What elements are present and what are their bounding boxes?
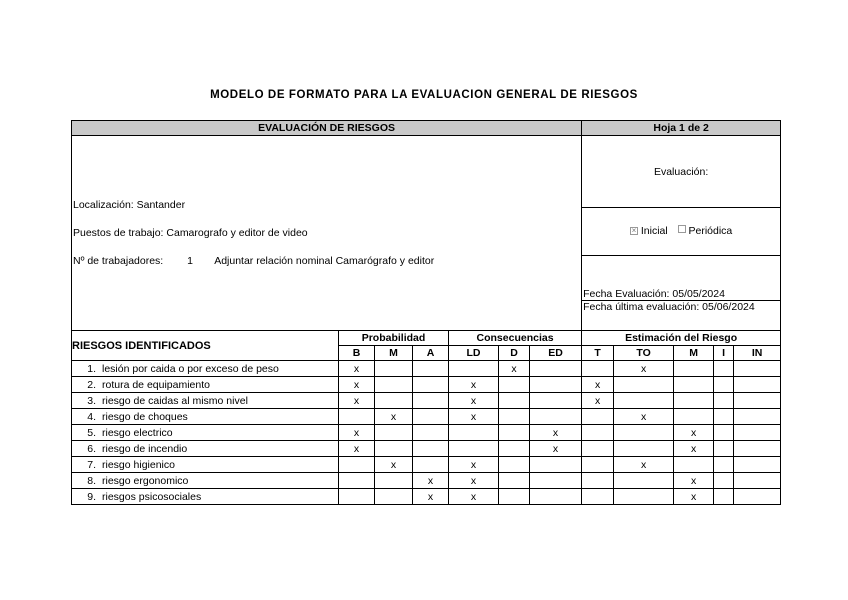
fecha-evaluacion: Fecha Evaluación: 05/05/2024 [582,255,781,300]
risk-name: riesgo higienico [102,458,175,471]
mark-cell [413,361,449,377]
table-row [72,361,781,377]
mark-cell [734,457,781,473]
sub-header-5: ED [530,346,582,361]
mark-cell [499,393,530,409]
mark-cell [375,473,413,489]
sub-header-0: B [339,346,375,361]
mark-cell [339,457,375,473]
trabajadores-label: Nº de trabajadores: [73,255,164,267]
mark-cell [339,473,375,489]
risk-name: riesgo electrico [102,426,173,439]
mark-cell [499,377,530,393]
risk-name: riesgo ergonomico [102,474,189,487]
mark-cell [674,377,714,393]
mark-cell: x [339,425,375,441]
sub-header-8: M [674,346,714,361]
mark-cell [734,441,781,457]
mark-cell [375,441,413,457]
page-label: Hoja 1 de 2 [582,121,781,136]
risk-name: rotura de equipamiento [102,378,210,391]
info-block [72,136,582,331]
risk-name-cell [72,377,339,393]
mark-cell [734,489,781,505]
periodica-checkbox[interactable] [678,225,686,233]
mark-cell [499,409,530,425]
puestos-text: Puestos de trabajo: Camarografo y editor de video [73,227,308,239]
mark-cell [714,377,734,393]
mark-cell [614,473,674,489]
sub-header-7: TO [614,346,674,361]
risk-name: riesgo de choques [102,410,188,423]
table-row [72,425,781,441]
mark-cell [714,457,734,473]
mark-cell [734,393,781,409]
mark-cell [734,425,781,441]
riesgos-header: RIESGOS IDENTIFICADOS [72,331,339,361]
mark-cell: x [449,377,499,393]
mark-cell [530,409,582,425]
sub-header-3: LD [449,346,499,361]
mark-cell [582,409,614,425]
mark-cell [413,457,449,473]
mark-cell [413,377,449,393]
mark-cell: x [449,457,499,473]
mark-cell: x [614,409,674,425]
mark-cell: x [674,441,714,457]
mark-cell: x [449,489,499,505]
risk-name-cell [72,361,339,377]
section-title: EVALUACIÓN DE RIESGOS [72,121,582,136]
mark-cell [530,473,582,489]
table-row [72,489,781,505]
mark-cell: x [339,393,375,409]
mark-cell [413,393,449,409]
risk-number: 1. [87,362,96,375]
mark-cell: x [614,361,674,377]
mark-cell [582,361,614,377]
mark-cell: x [375,457,413,473]
mark-cell [375,425,413,441]
risk-number: 2. [87,378,96,391]
mark-cell [734,361,781,377]
mark-cell [714,441,734,457]
mark-cell [582,425,614,441]
mark-cell [674,361,714,377]
mark-cell: x [339,361,375,377]
mark-cell: x [449,473,499,489]
mark-cell: x [339,377,375,393]
mark-cell [499,489,530,505]
risk-name: riesgos psicosociales [102,490,202,503]
trabajadores-count: 1 [187,255,193,267]
risk-number: 9. [87,490,96,503]
mark-cell [413,425,449,441]
risk-name-cell [72,441,339,457]
mark-cell [413,441,449,457]
sub-header-2: A [413,346,449,361]
sub-header-6: T [582,346,614,361]
sub-header-1: M [375,346,413,361]
mark-cell [614,377,674,393]
sub-header-9: I [714,346,734,361]
mark-cell [582,441,614,457]
sub-header-10: IN [734,346,781,361]
risk-number: 3. [87,394,96,407]
mark-cell [499,425,530,441]
evaluacion-label: Evaluación: [582,136,781,208]
mark-cell [714,393,734,409]
mark-cell [734,409,781,425]
mark-cell [375,489,413,505]
mark-cell [614,489,674,505]
localizacion-text: Localización: Santander [73,199,186,211]
table-row [72,393,781,409]
mark-cell [499,457,530,473]
mark-cell: x [674,473,714,489]
mark-cell [714,489,734,505]
table-row [72,377,781,393]
risk-number: 4. [87,410,96,423]
risk-name-cell [72,425,339,441]
mark-cell [714,409,734,425]
document-title: MODELO DE FORMATO PARA LA EVALUACION GENERAL DE RIESGOS [210,89,638,101]
mark-cell [674,457,714,473]
probabilidad-header: Probabilidad [339,331,449,346]
mark-cell: x [582,377,614,393]
mark-cell: x [449,393,499,409]
trabajadores-line [73,255,434,267]
mark-cell [449,441,499,457]
mark-cell [674,409,714,425]
mark-cell [449,425,499,441]
consecuencias-header: Consecuencias [449,331,582,346]
mark-cell [582,489,614,505]
mark-cell: x [339,441,375,457]
risk-number: 8. [87,474,96,487]
risk-name-cell [72,409,339,425]
periodica-label: Periódica [688,225,733,238]
mark-cell [734,473,781,489]
mark-cell: x [530,425,582,441]
relacion-text: Adjuntar relación nominal Camarógrafo y editor [214,255,435,267]
table-row [72,441,781,457]
mark-cell: x [674,425,714,441]
estimacion-header: Estimación del Riesgo [582,331,781,346]
mark-cell [530,377,582,393]
table-row [72,409,781,425]
mark-cell [582,457,614,473]
risk-name-cell [72,393,339,409]
mark-cell: x [413,489,449,505]
mark-cell [530,361,582,377]
risk-name-cell [72,489,339,505]
mark-cell [375,393,413,409]
mark-cell [339,409,375,425]
risk-number: 5. [87,426,96,439]
mark-cell [714,473,734,489]
mark-cell [614,393,674,409]
mark-cell [530,489,582,505]
risk-number: 6. [87,442,96,455]
mark-cell [375,361,413,377]
mark-cell [413,409,449,425]
mark-cell: x [614,457,674,473]
inicial-checkbox[interactable]: × [631,226,637,236]
table-row [72,457,781,473]
mark-cell [714,425,734,441]
mark-cell [449,361,499,377]
risk-evaluation-table [71,120,781,505]
risk-number: 7. [87,458,96,471]
mark-cell [339,489,375,505]
mark-cell: x [413,473,449,489]
mark-cell [674,393,714,409]
mark-cell: x [499,361,530,377]
mark-cell [582,473,614,489]
mark-cell [499,473,530,489]
mark-cell [375,377,413,393]
mark-cell: x [375,409,413,425]
fecha-ultima-evaluacion: Fecha última evaluación: 05/06/2024 [582,300,781,330]
risk-name-cell [72,473,339,489]
risk-name: lesión por caida o por exceso de peso [102,362,279,375]
evaluacion-type [582,208,781,255]
mark-cell: x [449,409,499,425]
risk-name: riesgo de incendio [102,442,188,455]
mark-cell [499,441,530,457]
mark-cell [614,425,674,441]
mark-cell: x [530,441,582,457]
mark-cell [714,361,734,377]
sub-header-4: D [499,346,530,361]
table-row [72,473,781,489]
mark-cell: x [582,393,614,409]
mark-cell: x [674,489,714,505]
mark-cell [530,457,582,473]
inicial-label: Inicial [640,225,668,238]
risk-name-cell [72,457,339,473]
mark-cell [614,441,674,457]
mark-cell [734,377,781,393]
risk-name: riesgo de caidas al mismo nivel [102,394,248,407]
mark-cell [530,393,582,409]
